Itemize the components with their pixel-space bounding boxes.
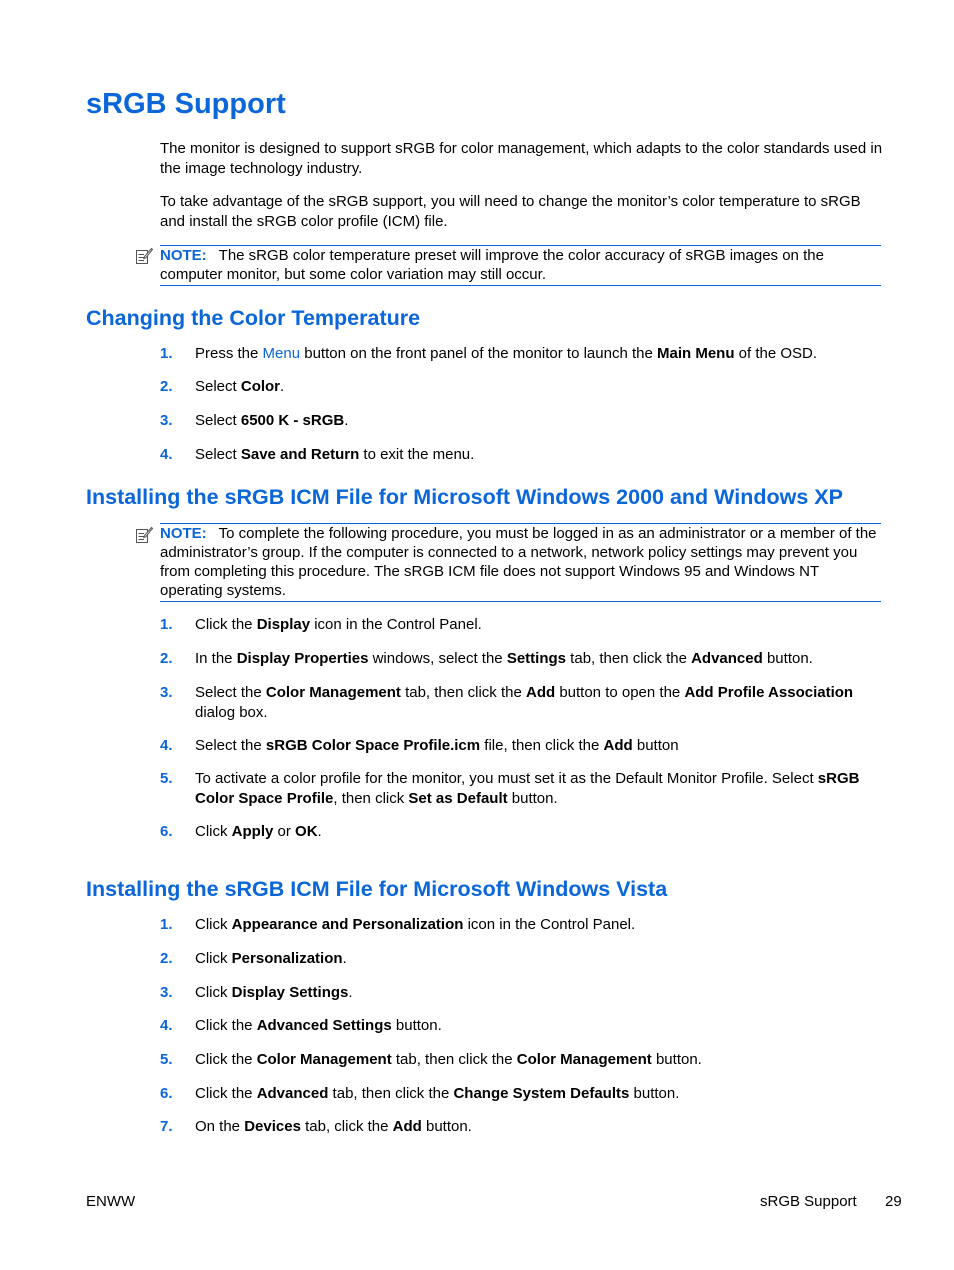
step-text — [195, 1050, 875, 1070]
step-number: 4. — [160, 1017, 173, 1034]
page-number: 29 — [885, 1193, 902, 1210]
step-text-fragment: . — [344, 412, 349, 429]
step-emphasis: Personalization — [231, 950, 343, 967]
step-emphasis: Display Properties — [236, 650, 369, 667]
step-text — [195, 377, 875, 397]
step-text-fragment: button to open the — [555, 684, 685, 701]
step-text-fragment: Click — [195, 916, 232, 933]
section-heading-windows-vista: Installing the sRGB ICM File for Microsoft Windows Vista — [86, 877, 668, 901]
step-text — [195, 1084, 875, 1104]
footer-left: ENWW — [86, 1193, 136, 1210]
step-text-fragment: button — [632, 737, 679, 754]
step-text — [195, 1117, 875, 1137]
step-emphasis: Add — [392, 1118, 422, 1135]
step-number: 1. — [160, 916, 173, 933]
step-text — [195, 1016, 875, 1036]
note-box — [160, 245, 881, 286]
step-emphasis: Add — [525, 684, 556, 701]
note-text: The sRGB color temperature preset will improve the color accuracy of sRGB images on the computer monitor, but some color variation may still occur. — [160, 247, 824, 283]
step-text-fragment: to exit the menu. — [359, 446, 475, 463]
step-text-fragment: . — [280, 378, 285, 395]
step-text-fragment: tab, click the — [300, 1118, 393, 1135]
note-icon — [135, 247, 153, 265]
step-number: 1. — [160, 345, 173, 362]
step-text-fragment: of the OSD. — [734, 345, 818, 362]
step-number: 5. — [160, 770, 173, 787]
step-text — [195, 344, 875, 364]
step-number: 2. — [160, 378, 173, 395]
step-number: 6. — [160, 1085, 173, 1102]
step-text — [195, 736, 875, 756]
page-title: sRGB Support — [86, 88, 286, 120]
note-text: To complete the following procedure, you must be logged in as an administrator or a member of the administrator’s group. If the computer is connected to a network, network policy settings may prevent you from completing this procedure. The sRGB ICM file does not support Windows 95 and Windows NT operating systems. — [160, 525, 877, 599]
step-text-fragment: Click — [195, 950, 232, 967]
step-text-fragment: . — [348, 984, 353, 1001]
step-emphasis: Add Profile Association — [684, 684, 854, 701]
step-emphasis: sRGB Color Space Profile.icm — [265, 737, 481, 754]
step-emphasis: Set as Default — [408, 789, 508, 807]
step-emphasis: Display — [256, 616, 311, 633]
step-text-fragment: Click — [195, 823, 232, 840]
step-emphasis: Color Management — [265, 684, 401, 701]
step-number: 2. — [160, 950, 173, 967]
step-text — [195, 949, 875, 969]
step-text-fragment: dialog box. — [195, 703, 268, 721]
step-text — [195, 915, 875, 935]
step-text-fragment: Press the — [195, 345, 263, 362]
step-emphasis: Advanced Settings — [256, 1017, 392, 1034]
step-number: 1. — [160, 616, 173, 633]
step-number: 3. — [160, 684, 173, 701]
step-text-fragment: , then click — [333, 789, 409, 807]
step-emphasis: Display Settings — [231, 984, 349, 1001]
step-text — [195, 649, 875, 669]
step-emphasis: Apply — [231, 823, 274, 840]
step-text-fragment: Select — [195, 378, 241, 395]
step-text-fragment: . — [342, 950, 347, 967]
step-text-fragment: On the — [195, 1118, 245, 1135]
note-label: NOTE: — [160, 525, 207, 542]
step-emphasis: OK — [295, 823, 318, 840]
step-text-fragment: button. — [507, 789, 558, 807]
step-text-fragment: Click the — [195, 616, 257, 633]
step-text-fragment: Select — [195, 446, 241, 463]
step-text-fragment: Click the — [195, 1051, 257, 1068]
section-heading-color-temperature: Changing the Color Temperature — [86, 306, 421, 330]
note-box — [160, 523, 881, 602]
step-text-fragment: icon in the Control Panel. — [463, 916, 636, 933]
step-emphasis: Save and Return — [240, 446, 360, 463]
step-emphasis: Devices — [244, 1118, 301, 1135]
footer-section: sRGB Support — [760, 1193, 857, 1210]
step-text-fragment: button. — [651, 1051, 702, 1068]
step-number: 4. — [160, 737, 173, 754]
step-text-fragment: button. — [762, 650, 813, 667]
step-text-fragment: button. — [421, 1118, 472, 1135]
step-text-fragment: button. — [391, 1017, 442, 1034]
step-text-fragment: Click the — [195, 1085, 257, 1102]
step-number: 3. — [160, 412, 173, 429]
step-number: 3. — [160, 984, 173, 1001]
step-text-fragment: Click the — [195, 1017, 257, 1034]
step-emphasis: Advanced — [256, 1085, 329, 1102]
step-text — [195, 983, 875, 1003]
step-text-fragment: Select the — [195, 684, 266, 701]
step-text — [195, 411, 875, 431]
step-text-fragment: tab, then click the — [566, 650, 692, 667]
step-text-fragment: windows, select the — [368, 650, 507, 667]
step-emphasis: Color — [240, 378, 281, 395]
step-number: 2. — [160, 650, 173, 667]
note-label: NOTE: — [160, 247, 207, 264]
step-text-fragment: tab, then click the — [328, 1085, 454, 1102]
step-text — [195, 615, 875, 635]
step-text-fragment: Select the — [195, 737, 266, 754]
step-emphasis: Change System Defaults — [453, 1085, 630, 1102]
step-text-fragment: Select — [195, 412, 241, 429]
step-emphasis: Add — [603, 737, 633, 754]
step-text-fragment: Click — [195, 984, 232, 1001]
step-emphasis: Color Management — [516, 1051, 652, 1068]
step-text — [195, 769, 875, 808]
step-emphasis: sRGB Color Space Profile — [195, 770, 860, 807]
step-text — [195, 445, 875, 465]
step-text-fragment: tab, then click the — [391, 1051, 517, 1068]
step-text-fragment: button on the front panel of the monitor to launch the — [300, 345, 657, 362]
step-emphasis: Color Management — [256, 1051, 392, 1068]
intro-paragraph-1: The monitor is designed to support sRGB for color management, which adapts to the color standards used in the image technology industry. — [160, 140, 883, 177]
step-text-fragment: To activate a color profile for the monitor, you must set it as the Default Monitor Profile. Select — [195, 770, 818, 787]
step-text-fragment: button. — [629, 1085, 680, 1102]
step-emphasis: Main Menu — [656, 345, 735, 362]
step-text-fragment: or — [273, 823, 296, 840]
intro-paragraph-2: To take advantage of the sRGB support, you will need to change the monitor’s color temperature to sRGB and install the sRGB color profile (ICM) file. — [160, 193, 861, 230]
step-text-fragment: file, then click the — [480, 737, 604, 754]
step-emphasis: 6500 K - sRGB — [240, 412, 345, 429]
step-emphasis: Advanced — [691, 650, 763, 667]
step-text-fragment: tab, then click the — [400, 684, 526, 701]
note-icon — [135, 526, 153, 544]
section-heading-windows-xp: Installing the sRGB ICM File for Microsoft Windows 2000 and Windows XP — [86, 485, 843, 509]
step-text-fragment: icon in the Control Panel. — [310, 616, 482, 633]
step-text-fragment: . — [317, 823, 322, 840]
step-emphasis: Settings — [506, 650, 567, 667]
step-number: 6. — [160, 823, 173, 840]
step-number: 4. — [160, 446, 173, 463]
step-text-fragment: In the — [195, 650, 237, 667]
step-text — [195, 683, 875, 722]
step-number: 7. — [160, 1118, 173, 1135]
step-number: 5. — [160, 1051, 173, 1068]
step-emphasis: Appearance and Personalization — [231, 916, 464, 933]
step-text — [195, 822, 875, 842]
menu-link: Menu — [262, 345, 301, 362]
